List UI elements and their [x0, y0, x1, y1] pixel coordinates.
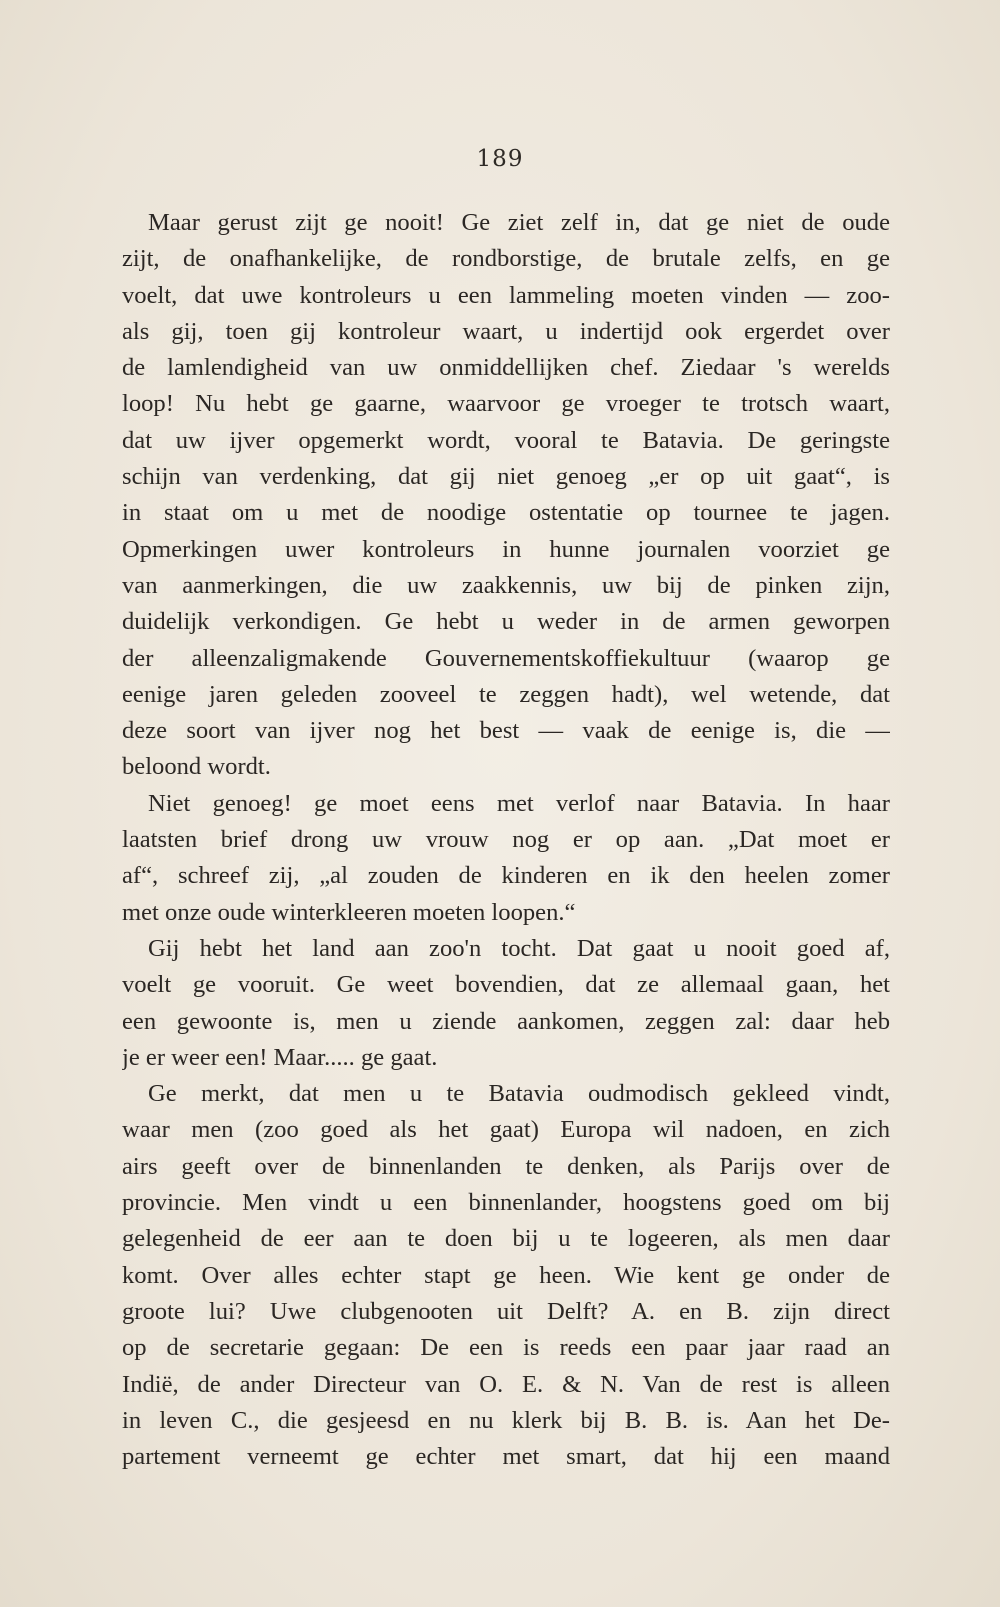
- text-line: een gewoonte is, men u ziende aankomen, zeggen zal: daar heb: [122, 1007, 890, 1035]
- text-line: je er weer een! Maar..... ge gaat.: [122, 1043, 438, 1071]
- text-line: laatsten brief drong uw vrouw nog er op aan. „Dat moet er: [122, 826, 890, 854]
- text-line: komt. Over alles echter stapt ge heen. Wie kent ge onder de: [122, 1261, 890, 1289]
- text-line: de lamlendigheid van uw onmiddellijken chef. Ziedaar 's werelds: [122, 354, 890, 382]
- text-line: partement verneemt ge echter met smart, dat hij een maand: [122, 1443, 890, 1471]
- text-line: van aanmerkingen, die uw zaakkennis, uw bij de pinken zijn,: [122, 571, 890, 599]
- text-line: groote lui? Uwe clubgenooten uit Delft? A. en B. zijn direct: [122, 1297, 890, 1325]
- text-line: Indië, de ander Directeur van O. E. & N. Van de rest is alleen: [122, 1370, 890, 1398]
- text-line: deze soort van ijver nog het best — vaak de eenige is, die —: [122, 717, 890, 745]
- text-line: loop! Nu hebt ge gaarne, waarvoor ge vroeger te trotsch waart,: [122, 390, 890, 418]
- text-line: zijt, de onafhankelijke, de rondborstige, de brutale zelfs, en ge: [122, 245, 890, 273]
- text-line: op de secretarie gegaan: De een is reeds een paar jaar raad an: [122, 1334, 890, 1362]
- text-line: waar men (zoo goed als het gaat) Europa wil nadoen, en zich: [122, 1116, 890, 1144]
- text-line: Opmerkingen uwer kontroleurs in hunne journalen voorziet ge: [122, 535, 890, 563]
- text-line: dat uw ijver opgemerkt wordt, vooral te Batavia. De geringste: [122, 426, 890, 454]
- text-line: voelt ge vooruit. Ge weet bovendien, dat ze allemaal gaan, het: [122, 971, 890, 999]
- text-line: der alleenzaligmakende Gouvernementskoffiekultuur (waarop ge: [122, 644, 890, 672]
- text-line: met onze oude winterkleeren moeten loopen.“: [122, 898, 576, 926]
- text-line: Niet genoeg! ge moet eens met verlof naar Batavia. In haar: [148, 789, 890, 817]
- text-line: voelt, dat uwe kontroleurs u een lammeling moeten vinden — zoo-: [122, 281, 890, 309]
- text-line: als gij, toen gij kontroleur waart, u indertijd ook ergerdet over: [122, 317, 890, 345]
- text-line: af“, schreef zij, „al zouden de kinderen en ik den heelen zomer: [122, 862, 890, 890]
- text-line: Maar gerust zijt ge nooit! Ge ziet zelf in, dat ge niet de oude: [148, 209, 890, 236]
- text-line: in leven C., die gesjeesd en nu klerk bij B. B. is. Aan het De-: [122, 1406, 890, 1434]
- text-line: duidelijk verkondigen. Ge hebt u weder in de armen geworpen: [122, 608, 890, 636]
- text-line: Gij hebt het land aan zoo'n tocht. Dat gaat u nooit goed af,: [148, 934, 890, 962]
- text-line: in staat om u met de noodige ostentatie op tournee te jagen.: [122, 499, 890, 527]
- text-line: airs geeft over de binnenlanden te denken, als Parijs over de: [122, 1152, 890, 1180]
- text-line: provincie. Men vindt u een binnenlander, hoogstens goed om bij: [122, 1189, 890, 1217]
- text-line: beloond wordt.: [122, 753, 271, 781]
- text-line: Ge merkt, dat men u te Batavia oudmodisch gekleed vindt,: [148, 1080, 890, 1108]
- body-text: [122, 205, 890, 1475]
- text-line: gelegenheid de eer aan te doen bij u te logeeren, als men daar: [122, 1225, 890, 1253]
- text-line: schijn van verdenking, dat gij niet genoeg „er op uit gaat“, is: [122, 463, 890, 491]
- page-number: 189: [476, 146, 524, 172]
- text-line: eenige jaren geleden zooveel te zeggen hadt), wel wetende, dat: [122, 680, 890, 708]
